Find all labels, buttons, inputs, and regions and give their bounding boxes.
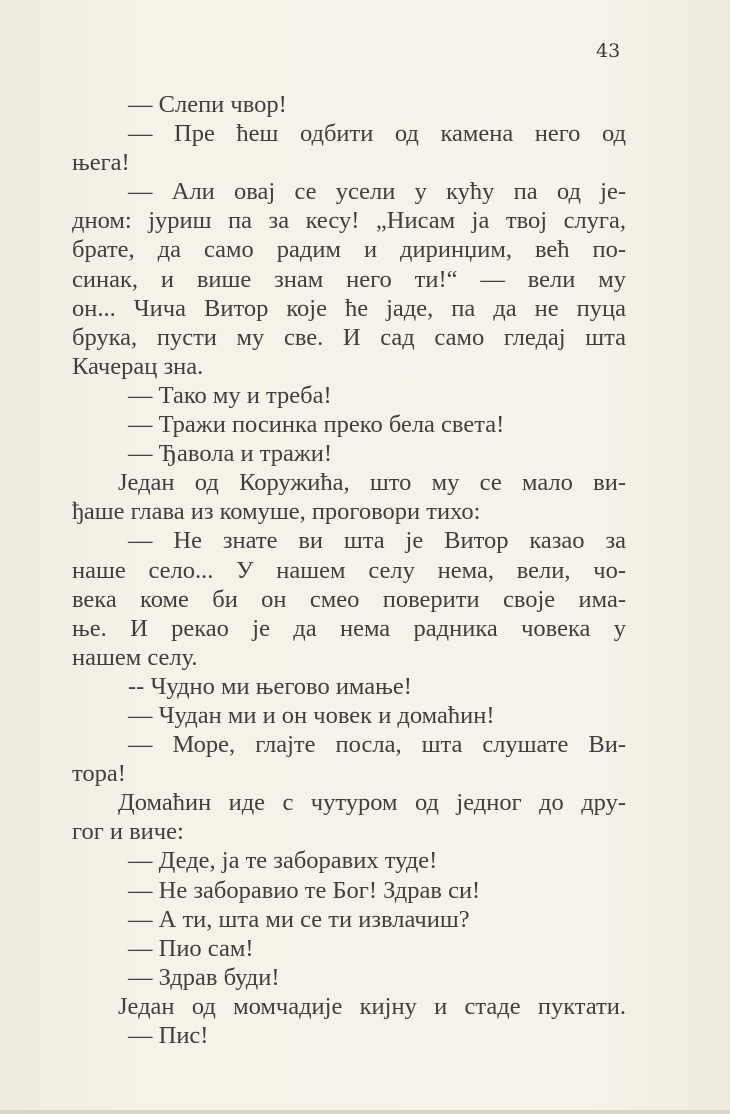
text-line: — Слепи чвор!	[128, 91, 287, 118]
text-line: — А ти, шта ми се ти извлачиш?	[128, 905, 470, 933]
text-line: њега!	[72, 149, 130, 177]
body-text	[72, 90, 626, 1050]
text-line: брука, пусти му све. И сад само гледај шта	[72, 323, 626, 351]
text-line: — Чудан ми и он човек и домаћин!	[128, 701, 495, 729]
text-line: — Али овај се усели у кућу па од је-	[128, 178, 626, 206]
text-line: нашем селу.	[72, 643, 198, 671]
text-line: тора!	[72, 760, 126, 788]
text-line: века коме би он смео поверити своје има-	[72, 585, 626, 613]
text-line: Један од момчадије кијну и стаде пуктати.	[118, 992, 626, 1020]
text-line: он... Чича Витор које ће јаде, па да не пуца	[72, 294, 626, 322]
text-line: Качерац зна.	[72, 352, 204, 380]
text-line: Један од Коружића, што му се мало ви-	[118, 469, 626, 497]
text-line: гог и виче:	[72, 818, 184, 846]
text-line: — Не заборавио те Бог! Здрав си!	[128, 876, 481, 904]
text-line: Домаћин иде с чутуром од једног до дру-	[118, 789, 626, 817]
text-line: — Тако му и треба!	[128, 381, 332, 409]
text-line: дном: јуриш па за кесу! „Нисам ја твој слуга,	[72, 207, 626, 235]
page-bottom-edge	[0, 1110, 730, 1114]
text-line: — Море, глајте посла, шта слушате Ви-	[128, 731, 626, 759]
text-line: — Пис!	[128, 1022, 209, 1049]
text-line: -- Чудно ми његово имање!	[128, 672, 412, 700]
text-line: ђаше глава из комуше, проговори тихо:	[72, 498, 481, 526]
text-line: — Пио сам!	[128, 934, 254, 962]
text-line: синак, и више знам него ти!“ — вели му	[72, 265, 626, 293]
text-line: — Пре ћеш одбити од камена него од	[128, 120, 626, 148]
page-number: 43	[596, 40, 621, 62]
text-line: — Не знате ви шта је Витор казао за	[128, 527, 626, 555]
text-line: — Деде, ја те заборавих туде!	[128, 847, 438, 875]
text-line: — Ђавола и тражи!	[128, 440, 333, 468]
text-line: — Здрав буди!	[128, 963, 280, 991]
text-line: ње. И рекао је да нема радника човека у	[72, 614, 626, 642]
text-line: брате, да само радим и диринџим, већ по-	[72, 236, 626, 264]
text-line: — Тражи посинка преко бела света!	[128, 411, 505, 439]
text-line: наше село... У нашем селу нема, вели, чо-	[72, 556, 626, 584]
